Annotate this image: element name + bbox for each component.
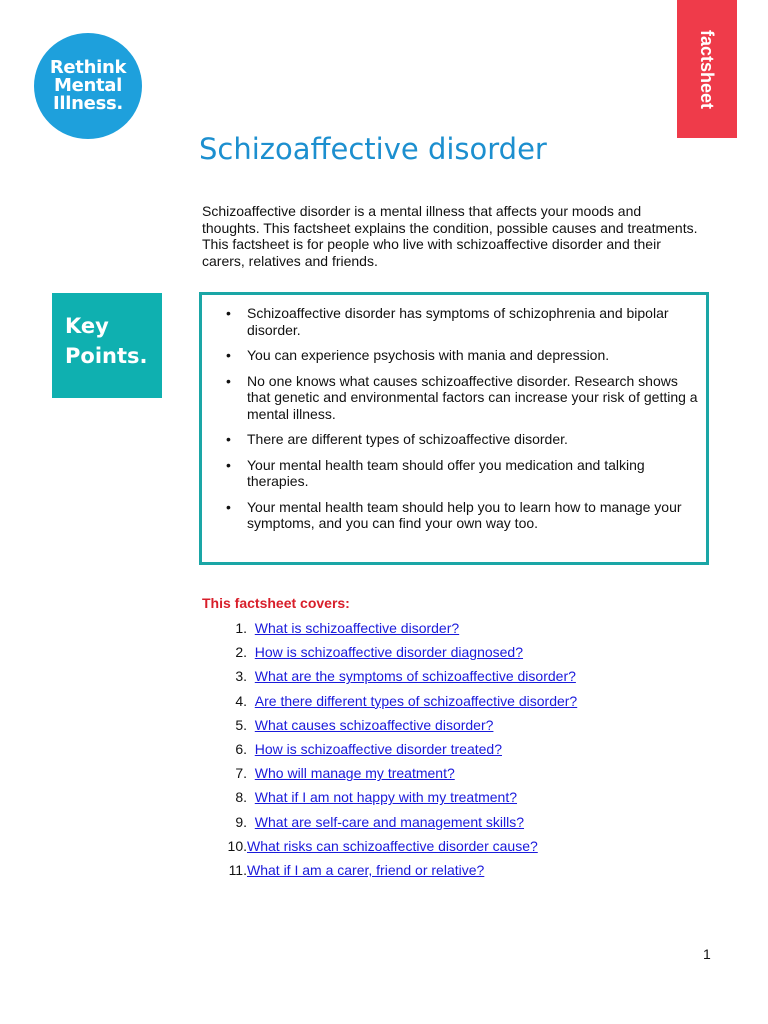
key-points-badge-line: Points. [65, 344, 148, 368]
toc-link[interactable]: How is schizoaffective disorder treated? [254, 740, 502, 757]
factsheet-tab-label: factsheet [697, 29, 718, 109]
toc-item [212, 714, 577, 738]
toc-link[interactable]: What are self-care and management skills? [254, 813, 525, 830]
toc-link[interactable]: Who will manage my treatment? [254, 765, 455, 782]
toc-item [212, 762, 577, 786]
key-point-item: • No one knows what causes schizoaffective disorder. Research shows that genetic and environmental factors can increase your risk of getting a mental illness. [202, 373, 706, 423]
key-point-item: • You can experience psychosis with mania and depression. [202, 347, 706, 364]
toc-number: 6. [235, 740, 247, 757]
page-number: 1 [703, 946, 711, 962]
key-points-badge [52, 293, 162, 398]
table-of-contents [212, 617, 577, 883]
toc-number: 11. [228, 861, 247, 878]
toc-link[interactable]: Are there different types of schizoaffective disorder? [254, 692, 578, 709]
logo-line: Rethink [49, 57, 127, 78]
toc-number: 4. [235, 692, 247, 709]
toc-link[interactable]: How is schizoaffective disorder diagnosed? [254, 644, 524, 661]
toc-number: 10. [227, 837, 247, 854]
toc-number: 8. [235, 789, 247, 806]
toc-item [212, 786, 577, 810]
toc-link[interactable]: What risks can schizoaffective disorder cause? [247, 837, 538, 854]
key-point-item: • There are different types of schizoaffective disorder. [202, 431, 706, 448]
key-point-item: • Your mental health team should offer you medication and talking therapies. [202, 457, 706, 490]
page-title: Schizoaffective disorder [199, 132, 547, 166]
key-point-item: • Your mental health team should help you to learn how to manage your symptoms, and you can find your own way too. [202, 499, 706, 532]
toc-number: 3. [235, 668, 247, 685]
rethink-logo [34, 33, 142, 139]
toc-number: 9. [235, 813, 247, 830]
toc-item [212, 738, 577, 762]
toc-link[interactable]: What causes schizoaffective disorder? [254, 716, 494, 733]
key-point-item: • Schizoaffective disorder has symptoms of schizophrenia and bipolar disorder. [202, 305, 706, 338]
logo-line: Illness. [53, 93, 123, 114]
key-points-list [202, 295, 706, 532]
factsheet-tab [677, 0, 737, 138]
logo-line: Mental [53, 75, 123, 96]
toc-item [212, 835, 577, 859]
key-points-box [199, 292, 709, 565]
intro-paragraph: Schizoaffective disorder is a mental illness that affects your moods and thoughts. This factsheet explains the condition, possible causes and treatments. This factsheet is for people who live with schizoaffective disorder and their carers, relatives and friends. [202, 203, 698, 269]
toc-item [212, 811, 577, 835]
toc-item [212, 859, 577, 883]
toc-number: 5. [235, 716, 247, 733]
key-points-badge-line: Key [65, 314, 109, 338]
toc-item [212, 617, 577, 641]
toc-link[interactable]: What are the symptoms of schizoaffective disorder? [254, 668, 576, 685]
toc-item [212, 665, 577, 689]
toc-number: 7. [235, 765, 247, 782]
toc-link[interactable]: What is schizoaffective disorder? [254, 620, 460, 636]
toc-item [212, 641, 577, 665]
toc-item [212, 690, 577, 714]
toc-link[interactable]: What if I am a carer, friend or relative? [247, 861, 485, 878]
toc-number: 1. [235, 620, 247, 636]
toc-number: 2. [235, 644, 247, 661]
toc-link[interactable]: What if I am not happy with my treatment? [254, 789, 518, 806]
covers-heading: This factsheet covers: [202, 595, 350, 611]
